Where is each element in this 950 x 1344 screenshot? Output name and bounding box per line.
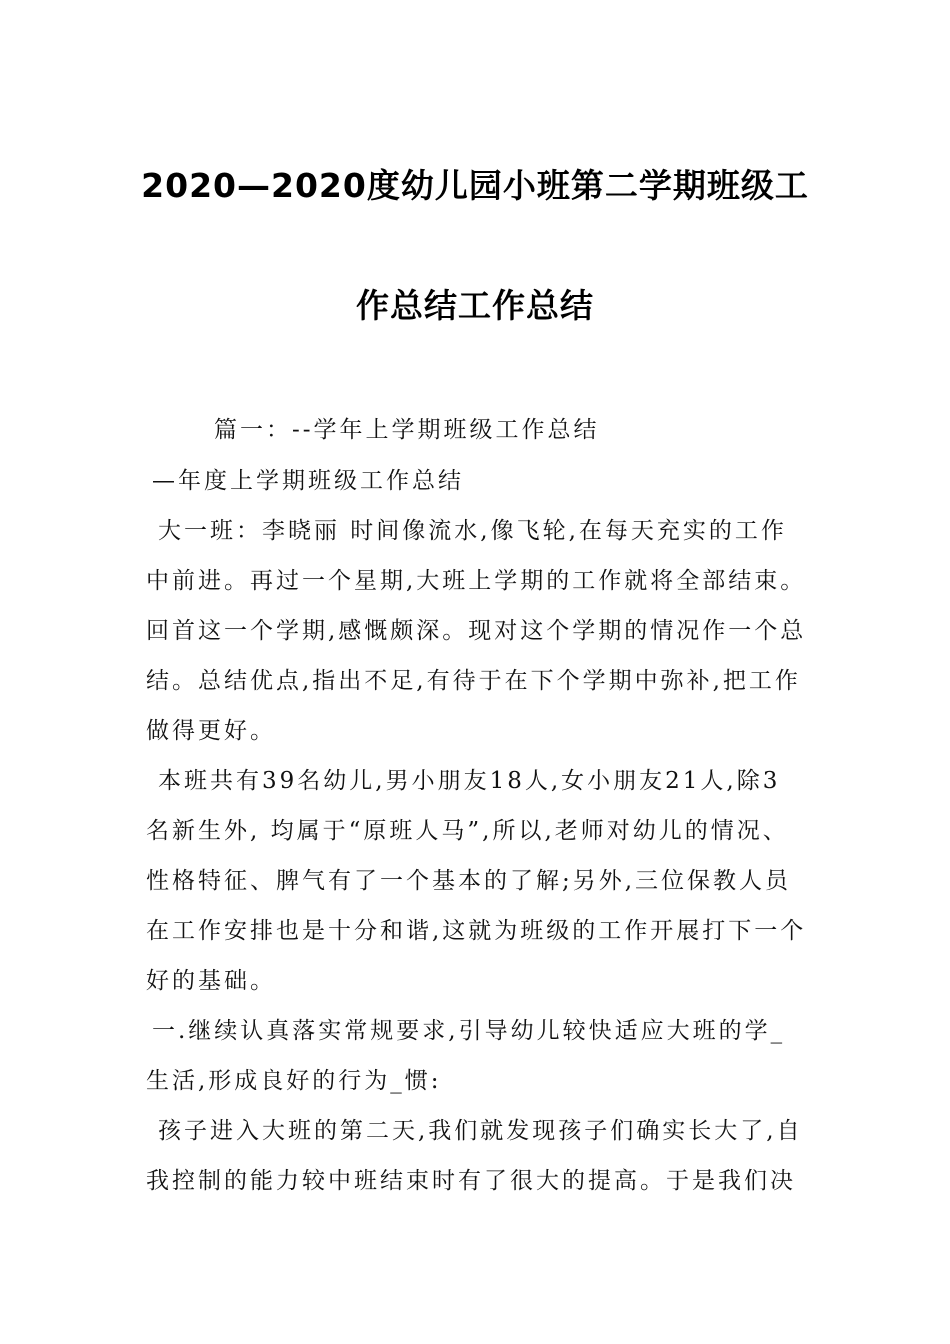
paragraph-line: 在工作安排也是十分和谐,这就为班级的工作开展打下一个 <box>146 918 807 944</box>
paragraph-line: 孩子进入大班的第二天,我们就发现孩子们确实长大了,自 <box>158 1118 803 1144</box>
subheading: —年度上学期班级工作总结 <box>152 468 464 494</box>
paragraph-line: 大一班：李晓丽 时间像流水,像飞轮,在每天充实的工作 <box>158 518 787 544</box>
document-title-line-2: 作总结工作总结 <box>356 286 594 325</box>
paragraph-line: 好的基础。 <box>146 968 276 994</box>
paragraph-line: 生活,形成良好的行为_惯: <box>146 1068 442 1094</box>
paragraph-line: 我控制的能力较中班结束时有了很大的提高。于是我们决 <box>146 1168 796 1194</box>
section-heading: 篇一：--学年上学期班级工作总结 <box>214 417 600 443</box>
paragraph-line: 本班共有39名幼儿,男小朋友18人,女小朋友21人,除3 <box>158 768 781 794</box>
paragraph-line: 名新生外, 均属于“原班人马”,所以,老师对幼儿的情况、 <box>146 818 789 844</box>
document-title-line-1: 2020—2020度幼儿园小班第二学期班级工 <box>141 166 809 205</box>
paragraph-line: 结。总结优点,指出不足,有待于在下个学期中弥补,把工作 <box>146 668 801 694</box>
paragraph-line: 中前进。再过一个星期,大班上学期的工作就将全部结束。 <box>146 568 807 594</box>
paragraph-line: 性格特征、脾气有了一个基本的了解;另外,三位保教人员 <box>146 868 792 894</box>
paragraph-line: 做得更好。 <box>146 718 276 744</box>
paragraph-line: 一.继续认真落实常规要求,引导幼儿较快适应大班的学_ <box>152 1018 786 1044</box>
paragraph-line: 回首这一个学期,感慨颇深。现对这个学期的情况作一个总 <box>146 618 807 644</box>
